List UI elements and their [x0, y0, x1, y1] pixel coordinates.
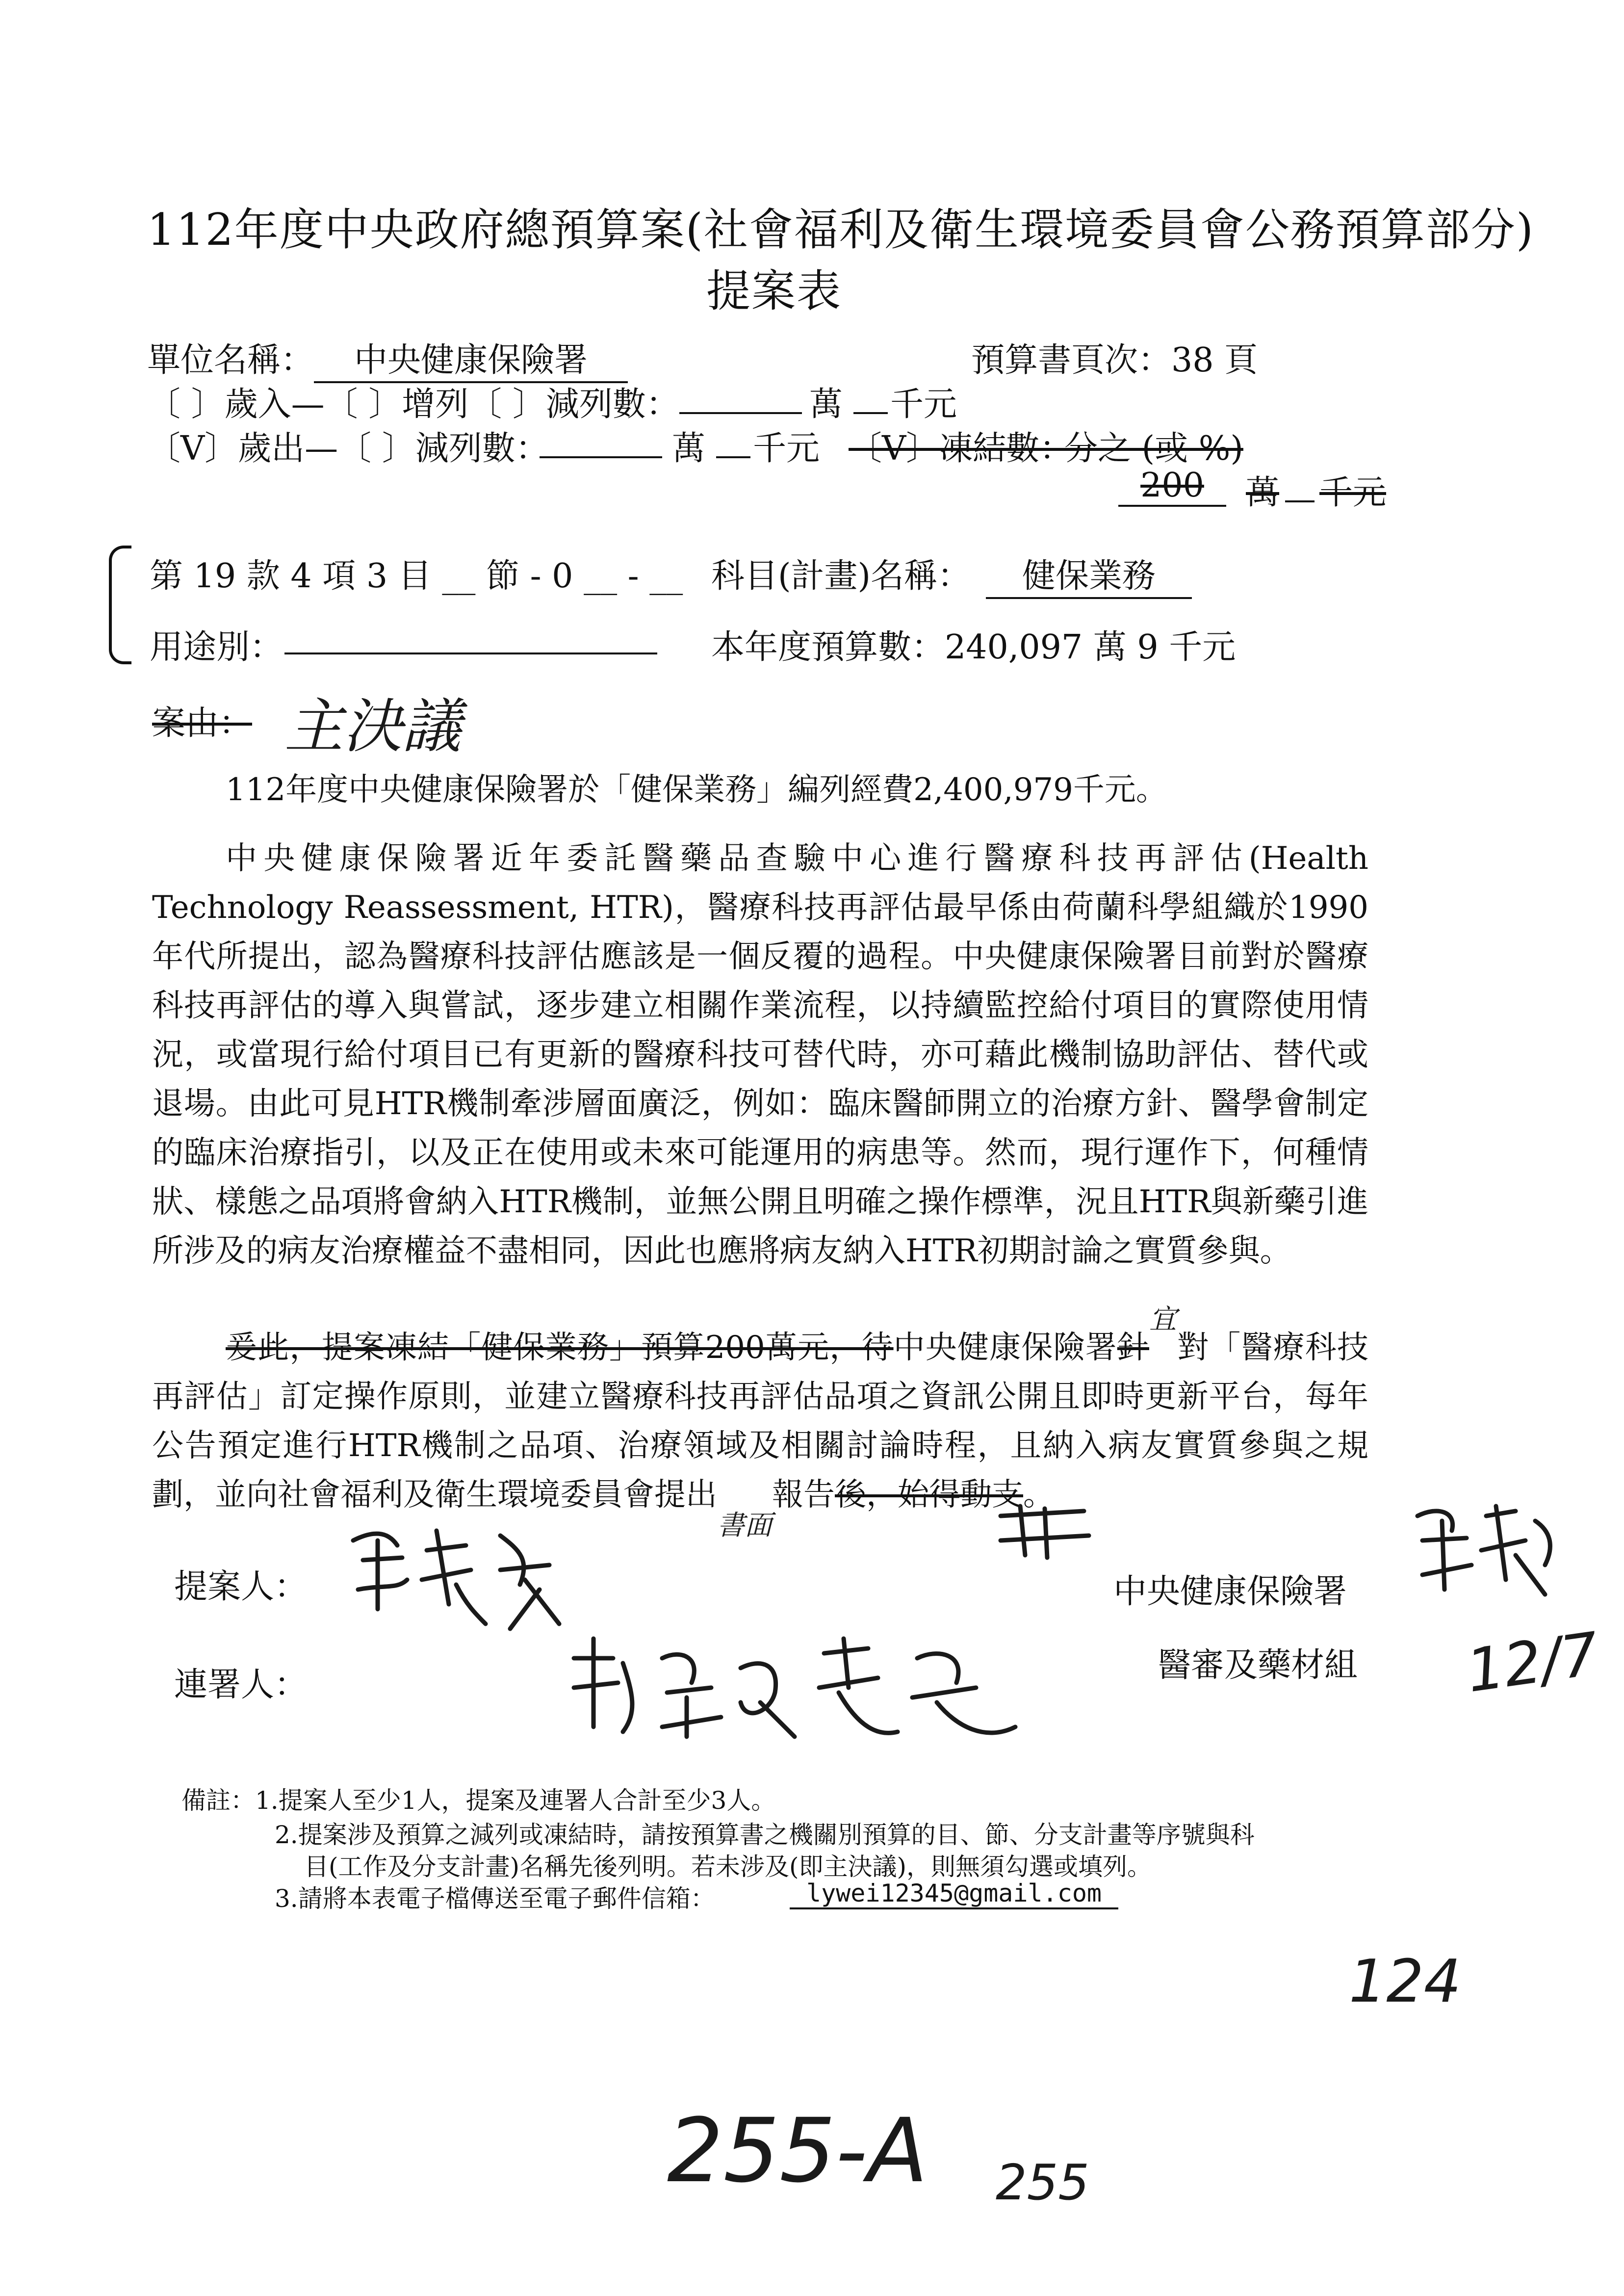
shumian-handwriting-mark [991, 1501, 1099, 1565]
document-subtitle: 提案表 [706, 265, 842, 317]
org-line-1: 中央健康保險署 [1113, 1572, 1347, 1611]
frozen-qian-yuan: 千元 [1319, 473, 1387, 512]
note-1: 1.提案人至少1人，提案及連署人合計至少3人。 [255, 1786, 776, 1815]
reviewer-signature [1408, 1491, 1570, 1604]
purpose-label: 用途別： [150, 628, 284, 667]
struck-release-clause: 後，始得動支 [835, 1477, 1023, 1513]
cosigner-signatures [564, 1629, 1045, 1756]
cosigner-label: 連署人： [174, 1666, 308, 1704]
revenue-qian-blank [853, 412, 888, 414]
margin-date: 12/7 [1462, 1619, 1603, 1706]
case-handwritten-note: 主決議 [284, 693, 461, 761]
struck-freeze-clause: 爰此，提案凍結「健保業務」預算200萬元，待 [226, 1330, 894, 1366]
section-bracket [109, 546, 131, 664]
para3-report: 報告 [772, 1477, 835, 1513]
subject-value: 健保業務 [986, 549, 1192, 599]
note-2b: 目(工作及分支計畫)名稱先後列明。若未涉及(即主決議)，則無須勾選或填列。 [304, 1852, 1152, 1881]
note-2a: 2.提案涉及預算之減列或凍結時，請按預算書之機關別預算的目、節、分支計畫等序號與科 [275, 1821, 1255, 1849]
insert-yi: 宜 [1149, 1304, 1178, 1335]
revenue-wan: 萬 [809, 385, 843, 424]
frozen-ratio: 分之 (或 %) [1064, 429, 1243, 468]
case-label: 案由： [152, 704, 253, 743]
revenue-qian-yuan: 千元 [890, 385, 957, 424]
note-3: 3.請將本表電子檔傳送至電子郵件信箱： [275, 1884, 715, 1913]
expense-wan-blank [540, 456, 662, 458]
expense-line: 〔V〕歲出—〔 〕減列數： [147, 429, 549, 468]
struck-zhen: 針 [1117, 1330, 1149, 1366]
revenue-line: 〔 〕歲入—〔 〕增列〔 〕減列數： [147, 385, 679, 424]
insert-shumian: 書面 [717, 1510, 772, 1541]
frozen-wan: 萬 [1246, 473, 1280, 512]
notes-label: 備註： [181, 1786, 255, 1815]
section-line: 第 19 款 4 項 3 目 __ 節 - 0 __ - __ [150, 557, 683, 596]
para3-main: 對「醫療科技再評估」訂定操作原則，並建立醫療科技再評估品項之資訊公開且即時更新平台，每年公告預定進行HTR機制之品項、治療領域及相關討論時程，且納入病友實質參與之規劃，並向社會福利及衛生環境委員會提出 [152, 1330, 1368, 1513]
email-address[interactable]: lywei12345@gmail.com [790, 1879, 1118, 1909]
unit-label: 單位名稱： [147, 341, 314, 380]
budget-page-ref: 預算書頁次：38 頁 [971, 341, 1258, 380]
expense-qian-yuan: 千元 [753, 429, 820, 468]
proposer-signature [343, 1511, 589, 1639]
paragraph-1: 112年度中央健康保險署於「健保業務」編列經費2,400,979千元。 [226, 772, 1167, 808]
frozen-amount: 200 [1118, 466, 1226, 507]
para3-end: 。 [1023, 1477, 1055, 1513]
expense-qian-blank [716, 456, 750, 458]
purpose-blank [284, 652, 657, 654]
para3-agency: 中央健康保險署 [893, 1330, 1117, 1366]
handwritten-page-number: 124 [1349, 1948, 1462, 2016]
document-title: 112年度中央政府總預算案(社會福利及衛生環境委員會公務預算部分) [147, 204, 1535, 256]
revenue-wan-blank [679, 412, 802, 414]
org-line-2: 醫審及藥材組 [1158, 1646, 1358, 1685]
paragraph-2: 中央健康保險署近年委託醫藥品查驗中心進行醫療科技再評估(Health Technology Reassessment, HTR)，醫療科技再評估最早係由荷蘭科學組織於1990年代所提出，認為醫療科技評估應該是一個反覆的過程。中央健康保險署目前對於醫療科技再評估的導入與嘗試，逐步建立相關作業流程，以持續監控給付項目的實際使用情況，或當現行給付項目已有更新的醫療科技可替代時，亦可藉此機制協助評估、替代或退場。由此可見HTR機制牽涉層面廣泛，例如：臨床醫師開立的治療方針、醫學會制定的臨床治療指引，以及正在使用或未來可能運用的病患等。然而，現行運作下，何種情狀、樣態之品項將會納入HTR機制，並無公開且明確之操作標準，況且HTR與新藥引進所涉及的病友治療權益不盡相同，因此也應將病友納入HTR初期討論之實質參與。 [152, 840, 1368, 1269]
frozen-qian-blank [1285, 500, 1315, 502]
handwritten-stamp-small: 255 [996, 2154, 1089, 2211]
handwritten-stamp-main: 255-A [667, 2100, 928, 2202]
proposer-label: 提案人： [174, 1567, 308, 1606]
unit-value: 中央健康保險署 [314, 334, 628, 383]
expense-wan: 萬 [672, 429, 706, 468]
subject-label: 科目(計畫)名稱： [711, 557, 971, 596]
budget-this-year: 本年度預算數：240,097 萬 9 千元 [711, 628, 1236, 667]
frozen-label: 〔V〕凍結數： [849, 429, 1073, 468]
paragraph-3 [152, 1295, 1368, 1550]
